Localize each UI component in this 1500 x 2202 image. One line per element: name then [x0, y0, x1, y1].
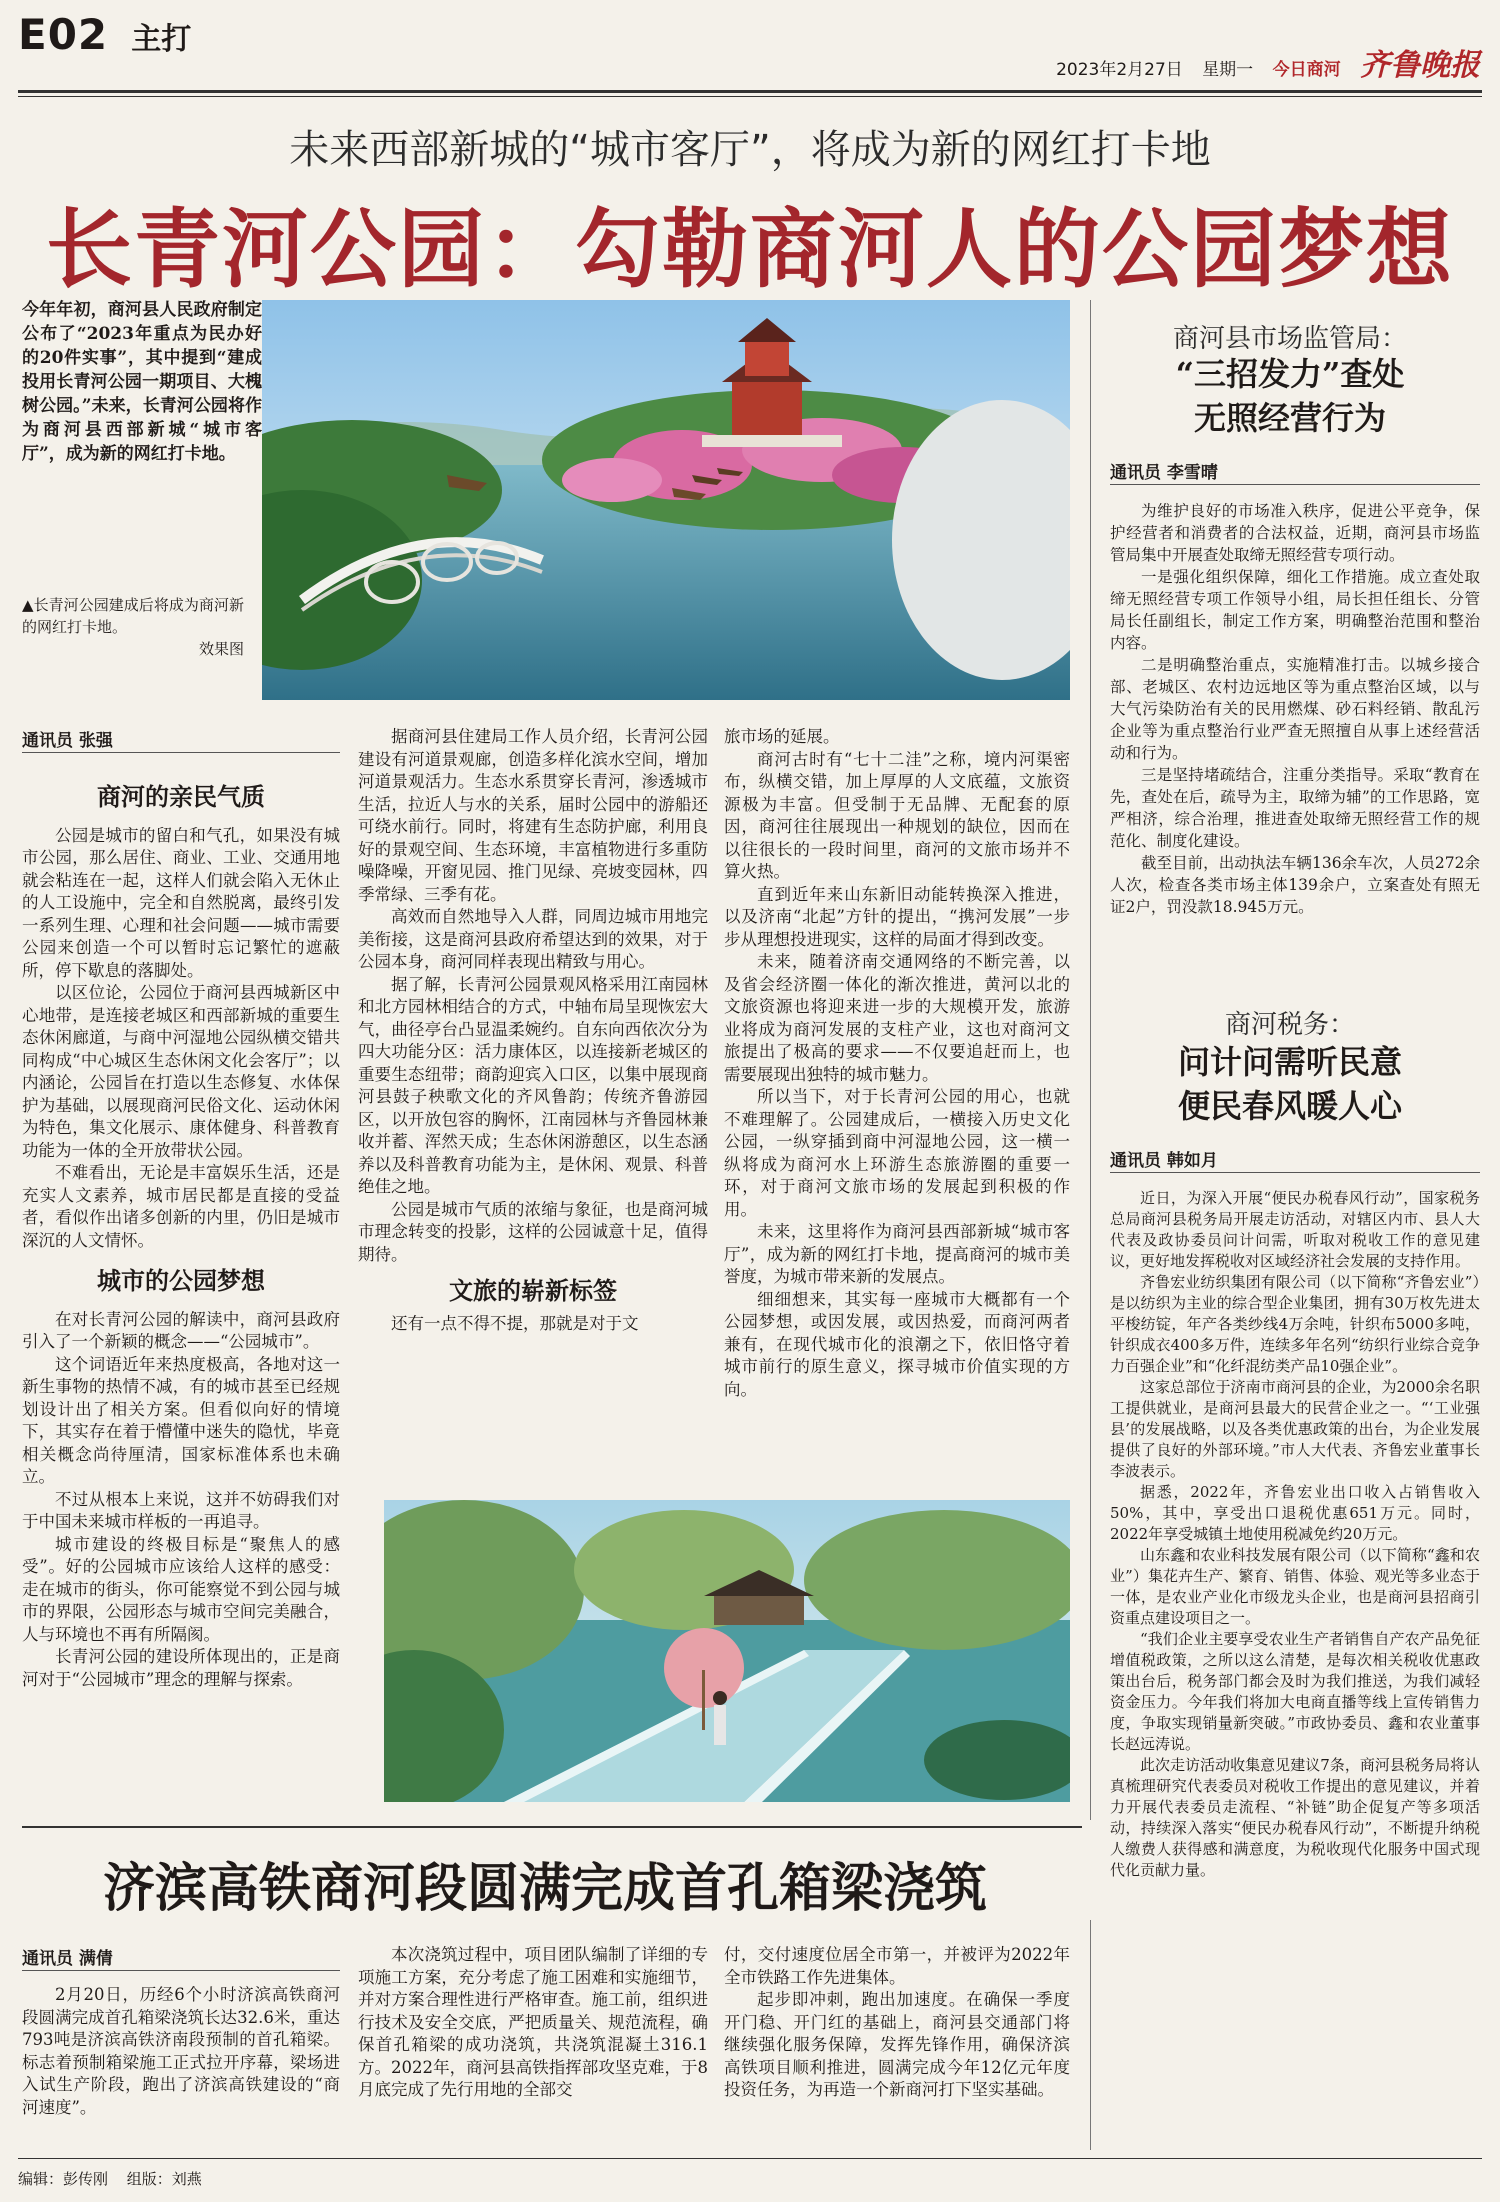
sidebar1-title-line2: 无照经营行为 — [1193, 399, 1386, 437]
paragraph: 据了解，长青河公园景观风格采用江南园林和北方园林相结合的方式，中轴布局呈现恢宏大气，曲径亭台凸显温柔婉约。自东向西依次分为四大功能分区：活力康体区，以连接新老城区的重要生态纽带；商韵迎宾入口区，以集中展现商河县鼓子秧歌文化的齐风鲁韵；传统齐鲁游园区，以开放包容的胸怀，江南园林与齐鲁园林兼收并蓄、浑然天成；生态休闲游憩区，以生态涵养以及科普教育功能为主，是休闲、观景、科普绝佳之地。 — [358, 974, 708, 1196]
photo-caption — [22, 594, 244, 660]
page-header-right — [1042, 40, 1480, 84]
footer-rule — [18, 2158, 1482, 2159]
byline-rule — [1110, 484, 1480, 485]
column-separator — [1090, 1920, 1091, 2150]
byline-rule — [1110, 1172, 1480, 1173]
bottom-byline: 通讯员 满倩 — [22, 1949, 113, 1969]
caption-text: ▲长青河公园建成后将成为商河新的网红打卡地。 — [22, 596, 244, 636]
paragraph: 付，交付速度位居全市第一，并被评为2022年全市铁路工作先进集体。 — [724, 1945, 1070, 1987]
sidebar1-body — [1110, 500, 1480, 918]
sidebar2-kicker: 商河税务： — [1224, 1010, 1355, 1040]
paragraph: 所以当下，对于长青河公园的用心，也就不难理解了。公园建成后，一横接入历史文化公园，一纵穿插到商中河湿地公园，这一横一纵将成为商河水上环游生态旅游圈的重要一环，对于商河文旅市场的发展起到积极的作用。 — [724, 1087, 1070, 1219]
paragraph: 商河古时有“七十二洼”之称，境内河渠密布，纵横交错，加上厚厚的人文底蕴，文旅资源极为丰富。但受制于无品牌、无配套的原因，商河往往展现出一种规划的缺位，因而在以往很长的一段时间里，商河的文旅市场并不算火热。 — [724, 749, 1070, 881]
edition-name: 今日商河 — [1272, 60, 1341, 80]
paragraph: 近日，为深入开展“便民办税春风行动”，国家税务总局商河县税务局开展走访活动，对辖区内市、县人大代表及政协委员问计问需，听取对税收工作的意见建议，更好地发挥税收对区域经济社会发展的支持作用。 — [1110, 1189, 1480, 1270]
bottom-headline: 济滨高铁商河段圆满完成首孔箱梁浇筑 — [102, 1858, 987, 1919]
sidebar2-title-line1: 问计问需听民意 — [1177, 1043, 1402, 1081]
paragraph: 一是强化组织保障，细化工作措施。成立查处取缔无照经营专项工作领导小组，局长担任组长、分管局长任副组长，制定工作方案，明确整治范围和整治内容。 — [1110, 568, 1480, 652]
paragraph: 此次走访活动收集意见建议7条，商河县税务局将认真梳理研究代表委员对税收工作提出的意见建议，并着力开展代表委员走流程、“补链”助企促复产等多项活动，持续深入落实“便民办税春风行动”，不断提升纳税人缴费人获得感和满意度，为税收现代化服务中国式现代化贡献力量。 — [1110, 1756, 1480, 1879]
paragraph: 高效而自然地导入人群，同周边城市用地完美衔接，这是商河县政府希望达到的效果，对于公园本身，商河同样表现出精致与用心。 — [358, 907, 708, 971]
paragraph: 未来，随着济南交通网络的不断完善，以及省会经济圈一体化的渐次推进，黄河以北的文旅资源也将迎来进一步的大规模开发，旅游业将成为商河发展的支柱产业，这也对商河文旅提出了极高的要求——不仅要追赶而上，也需要展现出独特的城市魅力。 — [724, 952, 1070, 1084]
paragraph: 这家总部位于济南市商河县的企业，为2000余名职工提供就业，是商河县最大的民营企业之一。“‘工业强县’的发展战略，以及各类优惠政策的出台，为企业发展提供了良好的外部环境。”市人大代表、齐鲁宏业董事长李波表示。 — [1110, 1378, 1480, 1480]
walkway-rendering-photo — [384, 1500, 1070, 1802]
paragraph: 细细想来，其实每一座城市大概都有一个公园梦想，或因发展，或因热爱，而商河两者兼有，在现代城市化的浪潮之下，依旧恪守着城市前行的原生意义，探寻城市价值实现的方向。 — [724, 1289, 1070, 1399]
article-column-2 — [358, 726, 708, 1335]
paragraph: 二是明确整治重点，实施精准打击。以城乡接合部、老城区、农村边远地区等为重点整治区域，以与大气污染防治有关的民用燃煤、砂石料经销、散乱污企业等为重点整治行业严查无照擅自从事上述经营活动和行为。 — [1110, 656, 1480, 762]
article-column-1 — [22, 783, 340, 1691]
header-rule — [18, 90, 1482, 93]
page-number: E02 — [18, 10, 109, 59]
sidebar2-body — [1110, 1188, 1480, 1881]
byline-rule — [22, 752, 340, 753]
paragraph: 公园是城市的留白和气孔，如果没有城市公园，那么居住、商业、工业、交通用地就会粘连在一起，这样人们就会陷入无休止的人工设施中，完全和自然脱离，最终引发一系列生理、心理和社会问题——城市需要公园来创造一个可以暂时忘记繁忙的遮蔽所，停下歇息的落脚处。 — [22, 825, 340, 980]
paragraph: 以区位论，公园位于商河县西城新区中心地带，是连接老城区和西部新城的重要生态休闲廊道，与商中河湿地公园纵横交错共同构成“中心城区生态休闲文化会客厅”；以内涵论，公园旨在打造以生态修复、水体保护为基础，以展现商河民俗文化、运动休闲为特色，集文化展示、康体健身、科普教育功能为一体的全开放带状公园。 — [22, 983, 340, 1160]
paragraph: 2月20日，历经6个小时济滨高铁商河段圆满完成首孔箱梁浇筑长达32.6米，重达793吨是济滨高铁济南段预制的首孔箱梁。标志着预制箱梁施工正式拉开序幕，梁场进入试生产阶段，跑出了济滨高铁建设的“商河速度”。 — [22, 1985, 340, 2117]
paragraph: 还有一点不得不提，那就是对于文 — [391, 1313, 639, 1333]
subhead-2: 城市的公园梦想 — [97, 1267, 265, 1295]
photo-credit: 效果图 — [198, 640, 244, 658]
column-separator — [1090, 300, 1091, 1820]
paragraph: 在对长青河公园的解读中，商河县政府引入了一个新颖的概念——“公园城市”。 — [22, 1309, 340, 1351]
weekday: 星期一 — [1202, 60, 1254, 80]
paragraph: 山东鑫和农业科技发展有限公司（以下简称“鑫和农业”）集花卉生产、繁育、销售、体验、观光等多业态于一体，是农业产业化市级龙头企业，也是商河县招商引资重点建设项目之一。 — [1110, 1546, 1480, 1627]
bottom-column-2 — [358, 1944, 708, 2102]
sidebar1-title — [1100, 352, 1480, 440]
paragraph: 不难看出，无论是丰富娱乐生活，还是充实人文素养，城市居民都是直接的受益者，看似作出诸多创新的内里，仍旧是城市深沉的人文情怀。 — [22, 1163, 340, 1250]
sidebar1-byline: 通讯员 李雪晴 — [1110, 463, 1218, 483]
paragraph: 城市建设的终极目标是“聚焦人的感受”。好的公园城市应该给人这样的感受：走在城市的街头，你可能察觉不到公园与城市的界限，公园形态与城市空间完美融合，人与环境也不再有所隔阂。 — [22, 1534, 340, 1644]
issue-date: 2023年2月27日 — [1056, 60, 1183, 80]
paragraph: 这个词语近年来热度极高，各地对这一新生事物的热情不减，有的城市甚至已经规划设计出了相关方案。但看似向好的情境下，其实存在着于懵懂中迷失的隐忧，毕竟相关概念尚待厘清，国家标准体系也未确立。 — [22, 1354, 340, 1486]
subhead-3: 文旅的崭新标签 — [449, 1277, 617, 1305]
byline-rule — [22, 1970, 340, 1971]
article-column-3 — [724, 726, 1070, 1401]
paragraph: 据悉，2022年，齐鲁宏业出口收入占销售收入50%，其中，享受出口退税优惠651万元。同时，2022年享受城镇土地使用税减免约20万元。 — [1110, 1483, 1480, 1543]
paragraph: 长青河公园的建设所体现出的，正是商河对于“公园城市”理念的理解与探索。 — [22, 1647, 340, 1689]
paragraph: 公园是城市气质的浓缩与象征，也是商河城市理念转变的投影，这样的公园诚意十足，值得期待。 — [358, 1199, 708, 1264]
sidebar1-kicker: 商河县市场监管局： — [1172, 324, 1407, 354]
park-rendering-photo — [262, 300, 1070, 700]
sidebar2-title-line2: 便民春风暖人心 — [1177, 1087, 1402, 1125]
paragraph: “我们企业主要享受农业生产者销售自产农产品免征增值税政策，之所以这么清楚，是每次相关税收优惠政策出台后，税务部门都会及时为我们推送，为我们减轻资金压力。今年我们将加大电商直播等线上宣传销售力度，争取实现销量新突破。”市政协委员、鑫和农业董事长赵远涛说。 — [1110, 1630, 1480, 1753]
page-footer — [18, 2168, 216, 2189]
editor-credit: 编辑：彭传刚 — [18, 2170, 109, 2188]
bottom-column-3 — [724, 1944, 1070, 2102]
paragraph: 据商河县住建局工作人员介绍，长青河公园建设有河道景观廊，创造多样化滨水空间，增加河道景观活力。生态水系贯穿长青河，渗透城市生活，拉近人与水的关系，届时公园中的游船还可绕水前行。同时，将建有生态防护廊，利用良好的景观空间、生态环境，丰富植物进行多重防噪降噪，开窗见园、推门见绿、亮坡变园林，四季常绿、三季有花。 — [358, 727, 708, 904]
bottom-column-1 — [22, 1984, 340, 2119]
sidebar1-title-line1: “三招发力”查处 — [1175, 355, 1405, 393]
layout-credit: 组版：刘燕 — [126, 2170, 202, 2188]
main-headline: 长青河公园：勾勒商河人的公园梦想 — [46, 199, 1454, 300]
subhead-1: 商河的亲民气质 — [97, 783, 265, 811]
paragraph: 三是坚持堵疏结合，注重分类指导。采取“教育在先，查处在后，疏导为主，取缔为辅”的工作思路，宽严相济，综合治理，推进查处取缔无照经营工作的规范化、制度化建设。 — [1110, 766, 1480, 850]
main-byline: 通讯员 张强 — [22, 731, 113, 751]
paragraph: 起步即冲刺，跑出加速度。在确保一季度开门稳、开门红的基础上，商河县交通部门将继续强化服务保障，发挥先锋作用，确保济滨高铁项目顺利推进，圆满完成今年12亿元年度投资任务，为再造一个新商河打下坚实基础。 — [724, 1990, 1070, 2099]
header-rule-thin — [18, 96, 1482, 97]
section-rule — [22, 1826, 1082, 1828]
sidebar2-byline: 通讯员 韩如月 — [1110, 1151, 1218, 1171]
paragraph: 旅市场的延展。 — [724, 727, 840, 746]
paragraph: 直到近年来山东新旧动能转换深入推进，以及济南“北起”方针的提出，“携河发展”一步步从理想投进现实，这样的局面才得到改变。 — [724, 884, 1070, 949]
page-header-left — [18, 10, 191, 59]
paragraph: 不过从根本上来说，这并不妨碍我们对于中国未来城市样板的一再追寻。 — [22, 1489, 340, 1531]
lead-paragraph: 今年年初，商河县人民政府制定公布了“2023年重点为民办好的20件实事”，其中提到“建成投用长青河公园一期项目、大槐树公园。”未来，长青河公园将作为商河县西部新城“城市客厅”，成为新的网红打卡地。 — [22, 300, 262, 464]
sidebar2-title — [1100, 1040, 1480, 1128]
main-kicker: 未来西部新城的“城市客厅”，将成为新的网红打卡地 — [289, 127, 1211, 173]
paragraph: 未来，这里将作为商河县西部新城“城市客厅”，成为新的网红打卡地，提高商河的城市美誉度，为城市带来新的发展点。 — [724, 1222, 1070, 1286]
paragraph: 截至目前，出动执法车辆136余车次，人员272余人次，检查各类市场主体139余户，立案查处有照无证2户，罚没款18.945万元。 — [1110, 854, 1480, 916]
section-name: 主打 — [131, 22, 192, 57]
paragraph: 本次浇筑过程中，项目团队编制了详细的专项施工方案，充分考虑了施工困难和实施细节，并对方案合理性进行严格审查。施工前，组织进行技术及安全交底，严把质量关、规范流程，确保首孔箱梁的成功浇筑，共浇筑混凝土316.1方。2022年，商河县高铁指挥部攻坚克难，于8月底完成了先行用地的全部交 — [358, 1945, 708, 2099]
paragraph: 为维护良好的市场准入秩序，促进公平竞争，保护经营者和消费者的合法权益，近期，商河县市场监管局集中开展查处取缔无照经营专项行动。 — [1110, 502, 1480, 564]
paragraph: 齐鲁宏业纺织集团有限公司（以下简称“齐鲁宏业”）是以纺织为主业的综合型企业集团，拥有30万枚先进太平梭纺锭，年产各类纱线4万余吨，针织布5000多吨，针织成衣400多万件，连续多年名列“纺织行业综合竞争力百强企业”和“化纤混纺类产品10强企业”。 — [1110, 1273, 1480, 1375]
newspaper-brand: 齐鲁晚报 — [1360, 48, 1480, 83]
